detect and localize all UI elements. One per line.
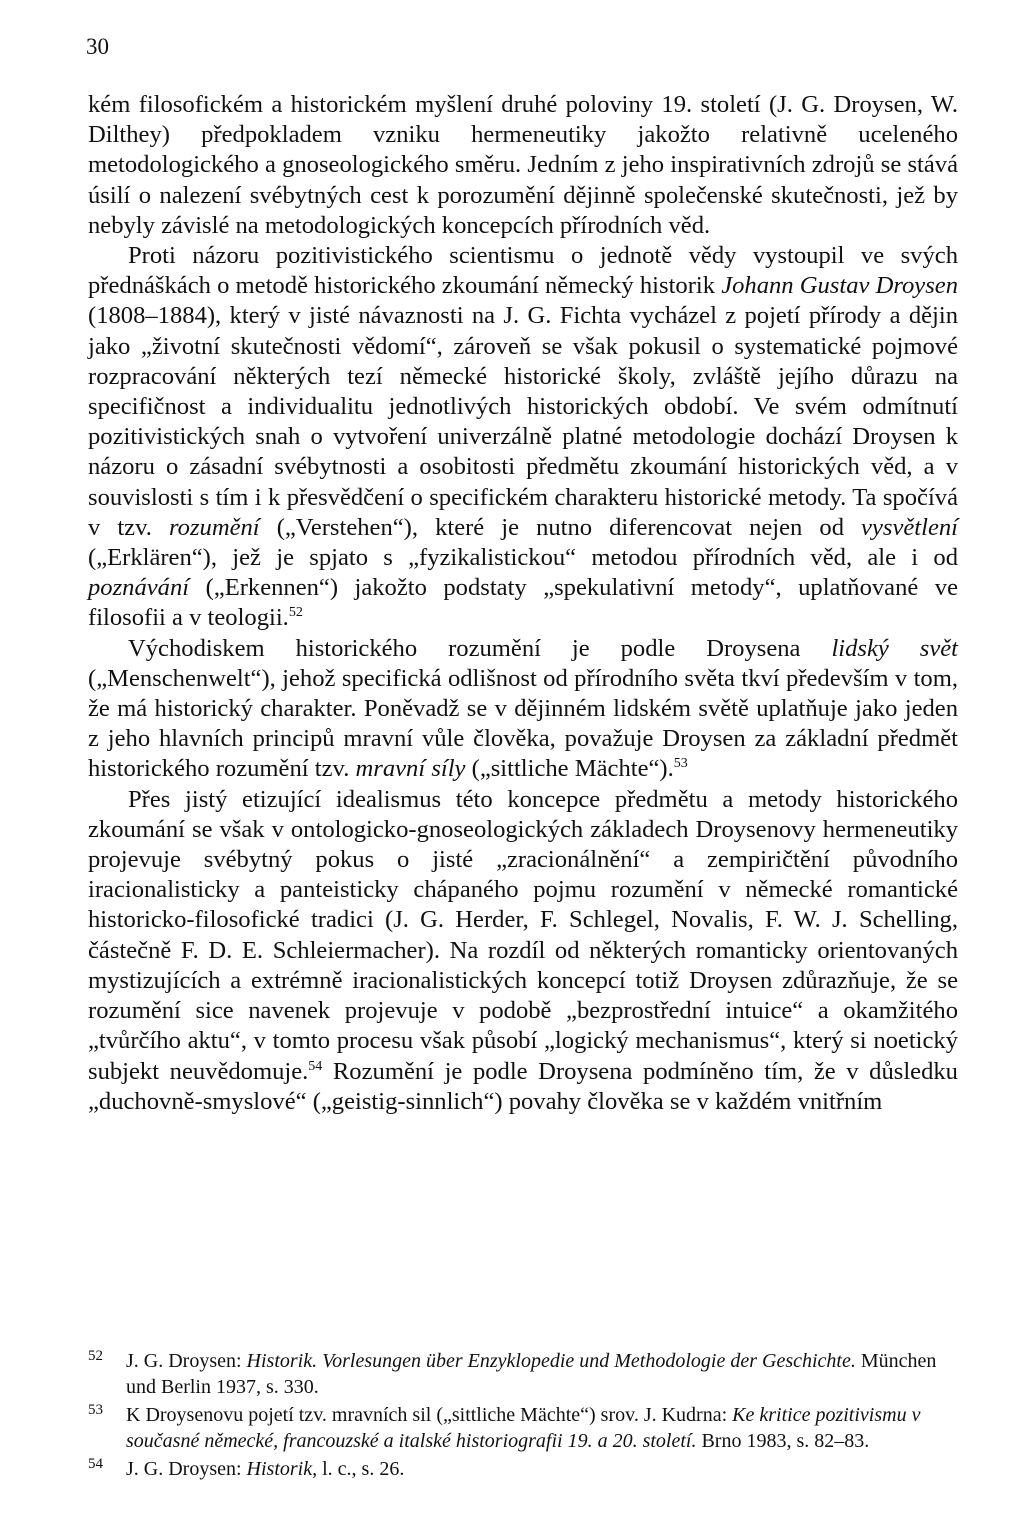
- footnote-52: [88, 1348, 958, 1400]
- footnote-54: [88, 1456, 958, 1482]
- italic-text: vysvětlení: [861, 513, 958, 541]
- footnote-text: [126, 1404, 920, 1452]
- text-run: J. G. Droysen:: [126, 1458, 247, 1480]
- text-run: Brno 1983, s. 82–83.: [696, 1430, 870, 1452]
- body-text: [88, 90, 958, 1117]
- footnote-reference: 54: [308, 1058, 323, 1074]
- italic-text: lidský svět: [831, 634, 958, 662]
- footnote-number: 52: [88, 1348, 103, 1364]
- italic-text: Ke kritice pozitivismu v současné německé, francouzské a italské historiografii 19. a 20. století.: [126, 1404, 921, 1452]
- footnotes: [88, 1348, 958, 1484]
- footnote-number: 53: [88, 1402, 103, 1418]
- text-run: kém filosofickém a historickém myšlení druhé poloviny 19. století (J. G. Droysen, W. Dilthey) předpokladem vzniku hermeneutiky jakožto relativně uceleného metodologického a gnoseologického směru. Jedním z jeho inspirativních zdrojů se stává úsilí o nalezení svébytných cest k porozumění dějinně společenské skutečnosti, jež by nebyly závislé na metodologických koncepcích přírodních věd.: [88, 91, 958, 239]
- text-run: Východiskem historického rozumění je podle Droysena: [128, 634, 832, 662]
- italic-text: Historik,: [246, 1458, 318, 1480]
- text-run: J. G. Droysen:: [126, 1350, 247, 1372]
- text-run: („Menschenwelt“), jehož specifická odlišnost od přírodního světa tkví především v tom, že má historický charakter. Poněvadž se v dějinném lidském světě uplatňuje jako jeden z jeho hlavních principů mravní vůle člověka, považuje Droysen za základní předmět historického rozumění tzv.: [88, 664, 958, 783]
- text-run: Přes jistý etizující idealismus této koncepce předmětu a metody historického zkoumání se však v ontologicko-gnoseologických základech Droysenovy hermeneutiky projevuje svébytný pokus o jisté „zracionálnění“ a zempiričtění původního iracionalisticky a panteisticky chápaného pojmu rozumění v německé romantické historicko-filosofické tradici (J. G. Herder, F. Schlegel, Novalis, F. W. J. Schelling, částečně F. D. E. Schleiermacher). Na rozdíl od některých romanticky orientovaných mystizujících a extrémně iracionalistických koncepcí totiž Droysen zdůrazňuje, že se rozumění sice navenek projevuje v podobě „bezprostřední intuice“ a okamžitého „tvůrčího aktu“, v tomto procesu však působí „logický mechanismus“, který si noetický subjekt neuvědomuje.: [88, 785, 958, 1085]
- italic-text: rozumění: [169, 513, 260, 541]
- italic-text: poznávání: [88, 574, 190, 602]
- footnote-text: [126, 1350, 936, 1398]
- paragraph-1: [88, 90, 958, 241]
- text-run: München und Berlin 1937, s. 330.: [126, 1350, 937, 1398]
- text-run: („Erklären“), jež je spjato s „fyzikalistickou“ metodou přírodních věd, ale i od: [88, 544, 958, 572]
- paragraph-4: [88, 785, 958, 1117]
- text-run: (1808–1884), který v jisté návaznosti na J. G. Fichta vycházel z pojetí přírody a dějin jako „životní skutečnosti vědomí“, zároveň se však pokusil o systematické pojmové rozpracování některých tezí německé historické školy, zvláště jejího důrazu na specifičnost a individualitu jednotlivých historických období. Ve svém odmítnutí pozitivistických snah o vytvoření univerzálně platné metodologie dochází Droysen k názoru o zásadní svébytnosti a osobitosti předmětu zkoumání historických věd, a v souvislosti s tím i k přesvědčení o specifickém charakteru historické metody. Ta spočívá v tzv.: [88, 302, 958, 541]
- text-run: K Droysenovu pojetí tzv. mravních sil („sittliche Mächte“) srov. J. Kudrna:: [126, 1404, 733, 1426]
- text-run: Rozumění je podle Droysena podmíněno tím, že v důsledku „duchovně-smyslové“ („geistig-sinnlich“) povahy člověka se v každém vnitřním: [88, 1057, 958, 1115]
- footnote-reference: 52: [288, 605, 303, 621]
- text-run: („sittliche Mächte“).: [465, 755, 674, 783]
- italic-text: Historik. Vorlesungen über Enzyklopedie und Methodologie der Geschichte.: [246, 1350, 856, 1372]
- footnote-53: [88, 1402, 958, 1454]
- text-run: Proti názoru pozitivistického scientismu o jednotě vědy vystoupil ve svých přednáškách o metodě historického zkoumání německý historik: [88, 242, 958, 300]
- footnote-reference: 53: [673, 756, 688, 772]
- footnote-number: 54: [88, 1456, 103, 1472]
- page-number: 30: [86, 34, 109, 59]
- text-run: („Verstehen“), které je nutno diferencovat nejen od: [259, 513, 862, 541]
- footnote-text: [126, 1458, 404, 1480]
- paragraph-3: [88, 634, 958, 785]
- italic-text: mravní síly: [355, 755, 466, 783]
- italic-text: Johann Gustav Droysen: [721, 272, 958, 300]
- text-run: l. c., s. 26.: [317, 1458, 405, 1480]
- paragraph-2: [88, 241, 958, 634]
- text-run: („Erkennen“) jakožto podstaty „spekulativní metody“, uplatňované ve filosofii a v teologii.: [88, 574, 958, 632]
